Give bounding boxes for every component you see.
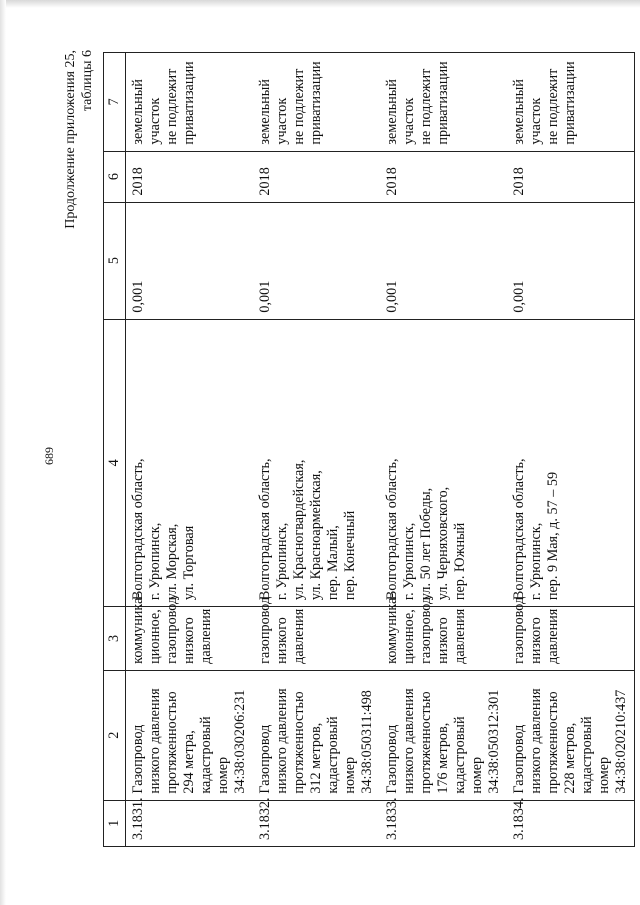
row-number: 3.1834. [507, 800, 635, 846]
object-name: Газопровод низкого давления протяженностью 294 метра, кадастровый номер 34:38:030206:231 [126, 670, 254, 800]
page-number: 689 [42, 447, 56, 465]
object-name: Газопровод низкого давления протяженностью 312 метров, кадастровый номер 34:38:050311:498 [253, 670, 380, 800]
object-type: коммуника- ционное, газопровод низкого давления [380, 607, 507, 671]
header-cell: 1 [104, 800, 126, 846]
object-address: Волгоградская область, г. Урюпинск, ул. Красногвардейская, ул. Красноармейская, пер. Малый, пер. Конечный [253, 319, 380, 606]
row-number: 3.1832. [253, 800, 380, 846]
object-address: Волгоградская область, г. Урюпинск, ул. Морская, ул. Торговая [126, 319, 254, 606]
header-cell: 6 [104, 151, 126, 202]
header-cell: 7 [104, 53, 126, 152]
table-row [507, 53, 635, 847]
object-type: коммуника- ционное, газопровод низкого давления [126, 607, 254, 671]
object-year: 2018 [126, 151, 254, 202]
appendix-caption [62, 50, 96, 229]
table-row [126, 53, 254, 847]
object-note: земельный участок не подлежит приватизации [380, 53, 507, 152]
object-name: Газопровод низкого давления протяженностью 176 метров, кадастровый номер 34:38:050312:301 [380, 670, 507, 800]
header-cell: 2 [104, 670, 126, 800]
object-type: газопровод низкого давления [253, 607, 380, 671]
object-note: земельный участок не подлежит приватизации [253, 53, 380, 152]
object-note: земельный участок не подлежит приватизации [126, 53, 254, 152]
property-table [103, 52, 635, 847]
table-row [253, 53, 380, 847]
object-year: 2018 [380, 151, 507, 202]
row-number: 3.1831. [126, 800, 254, 846]
caption-line-2: таблицы 6 [80, 50, 95, 112]
object-note: земельный участок не подлежит приватизации [507, 53, 635, 152]
row-number: 3.1833. [380, 800, 507, 846]
object-name: Газопровод низкого давления протяженностью 228 метров, кадастровый номер 34:38:020210:437 [507, 670, 635, 800]
object-value: 0,001 [253, 202, 380, 319]
table-row [380, 53, 507, 847]
object-value: 0,001 [380, 202, 507, 319]
object-address: Волгоградская область, г. Урюпинск, пер. 9 Мая, д. 57 – 59 [507, 319, 635, 606]
header-cell: 4 [104, 319, 126, 606]
object-year: 2018 [253, 151, 380, 202]
header-cell: 5 [104, 202, 126, 319]
caption-line-1: Продолжение приложения 25, [63, 50, 78, 229]
object-address: Волгоградская область, г. Урюпинск, ул. 50 лет Победы, ул. Черняховского, пер. Южный [380, 319, 507, 606]
table-header-row [104, 53, 126, 847]
object-value: 0,001 [507, 202, 635, 319]
header-cell: 3 [104, 607, 126, 671]
object-type: газопровод низкого давления [507, 607, 635, 671]
object-value: 0,001 [126, 202, 254, 319]
object-year: 2018 [507, 151, 635, 202]
